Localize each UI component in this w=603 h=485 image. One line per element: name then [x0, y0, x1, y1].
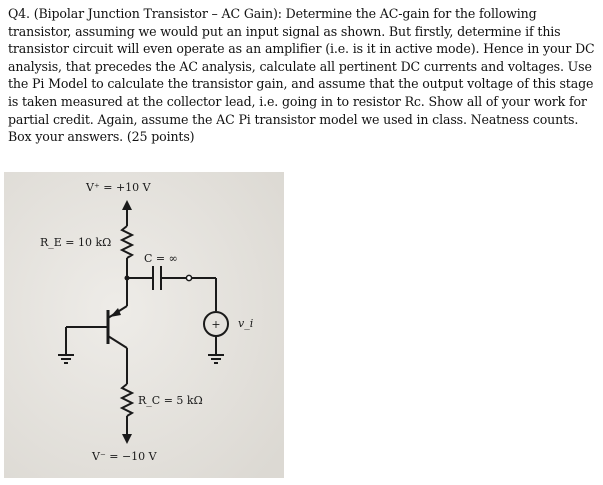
vplus-label: V⁺ = +10 V	[86, 181, 151, 194]
vminus-label: V⁻ = −10 V	[92, 450, 157, 463]
vi-label: v_i	[238, 317, 254, 330]
rc-label: R_C = 5 kΩ	[138, 394, 203, 407]
re-label: R_E = 10 kΩ	[40, 236, 112, 249]
question-text: Q4. (Bipolar Junction Transistor – AC Gain): Determine the AC-gain for the following transistor, assuming we would put an input signal as shown. But firstly, determine if this transistor circuit will even operate as an amplifier (i.e. is it in active mode). Hence in your DC analysis, that precedes the AC analysis, calculate all pertinent DC currents and voltages. Use the Pi Model to calculate the transistor gain, and assume that the output voltage of this stage is taken measured at the collector lead, i.e. going in to resistor Rc. Show all of your work for partial credit. Again, assume the AC Pi transistor model we used in class. Neatness counts. Box your answers. (25 points)	[8, 6, 595, 145]
capacitor-label: C = ∞	[144, 252, 178, 265]
input-terminal	[186, 275, 191, 280]
source-plus-sign: +	[211, 318, 221, 331]
circuit-figure	[4, 172, 284, 478]
circuit-diagram	[4, 172, 284, 478]
